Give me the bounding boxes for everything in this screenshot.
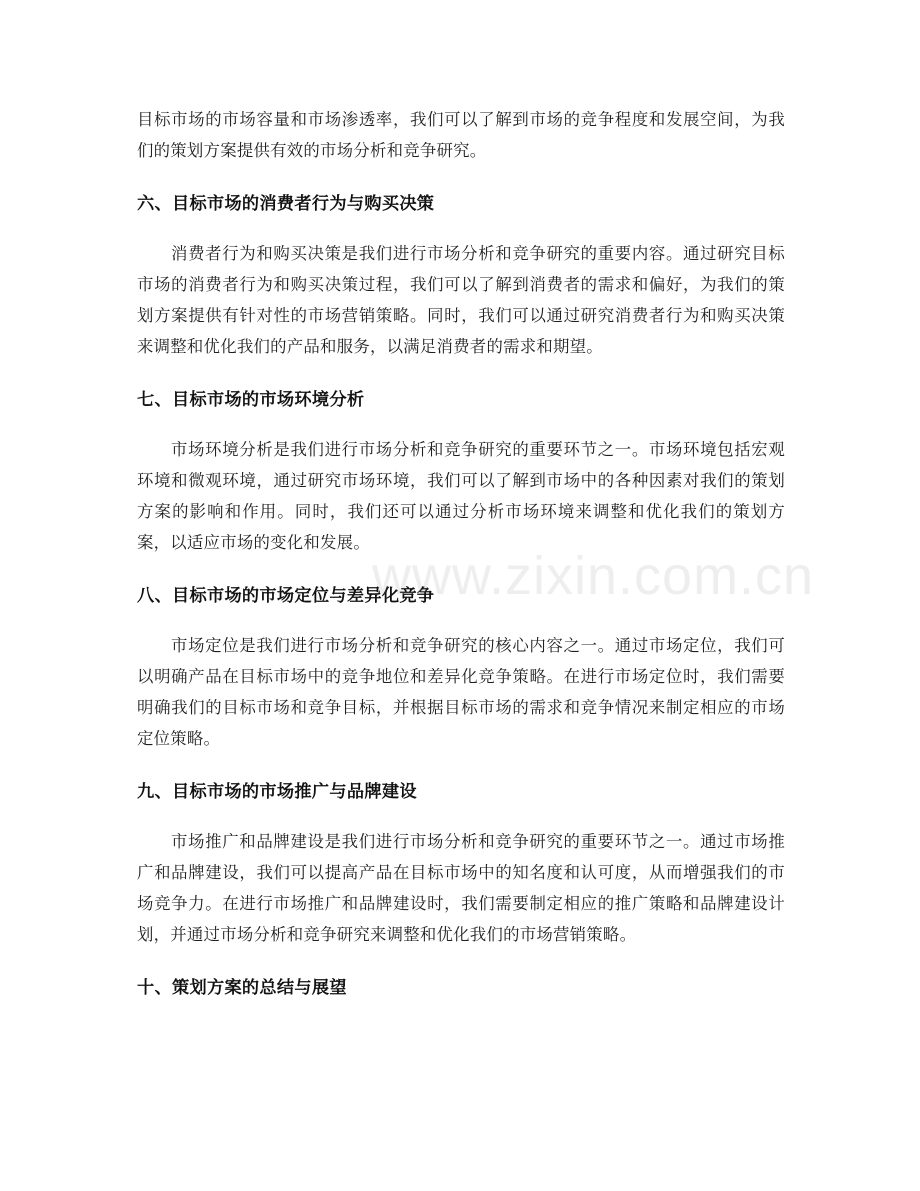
section-heading-7: 七、目标市场的市场环境分析 bbox=[137, 390, 365, 410]
section-body-8: 市场定位是我们进行市场分析和竞争研究的核心内容之一。通过市场定位，我们可以明确产品在目标市场中的竞争地位和差异化竞争策略。在进行市场定位时，我们需要明确我们的目标市场和竞争目标，并根据目标市场的需求和竞争情况来制定相应的市场定位策略。 bbox=[137, 636, 785, 748]
section-body-9: 市场推广和品牌建设是我们进行市场分析和竞争研究的重要环节之一。通过市场推广和品牌建设，我们可以提高产品在目标市场中的知名度和认可度，从而增强我们的市场竞争力。在进行市场推广和品牌建设时，我们需要制定相应的推广策略和品牌建设计划，并通过市场分析和竞争研究来调整和优化我们的市场营销策略。 bbox=[137, 832, 785, 944]
section-heading-10: 十、策划方案的总结与展望 bbox=[137, 978, 347, 998]
intro-paragraph: 目标市场的市场容量和市场渗透率，我们可以了解到市场的竞争程度和发展空间，为我们的策划方案提供有效的市场分析和竞争研究。 bbox=[137, 110, 785, 160]
section-heading-8: 八、目标市场的市场定位与差异化竞争 bbox=[137, 586, 435, 606]
watermark-text: www.zixin.com.cn bbox=[372, 546, 815, 606]
section-body-6: 消费者行为和购买决策是我们进行市场分析和竞争研究的重要内容。通过研究目标市场的消费者行为和购买决策过程，我们可以了解到消费者的需求和偏好，为我们的策划方案提供有针对性的市场营销策略。同时，我们可以通过研究消费者行为和购买决策来调整和优化我们的产品和服务，以满足消费者的需求和期望。 bbox=[137, 244, 785, 356]
section-heading-9: 九、目标市场的市场推广与品牌建设 bbox=[137, 782, 417, 802]
section-heading-6: 六、目标市场的消费者行为与购买决策 bbox=[137, 194, 435, 214]
section-body-7: 市场环境分析是我们进行市场分析和竞争研究的重要环节之一。市场环境包括宏观环境和微观环境，通过研究市场环境，我们可以了解到市场中的各种因素对我们的策划方案的影响和作用。同时，我们还可以通过分析市场环境来调整和优化我们的策划方案，以适应市场的变化和发展。 bbox=[137, 440, 785, 552]
document-body bbox=[137, 104, 785, 1004]
